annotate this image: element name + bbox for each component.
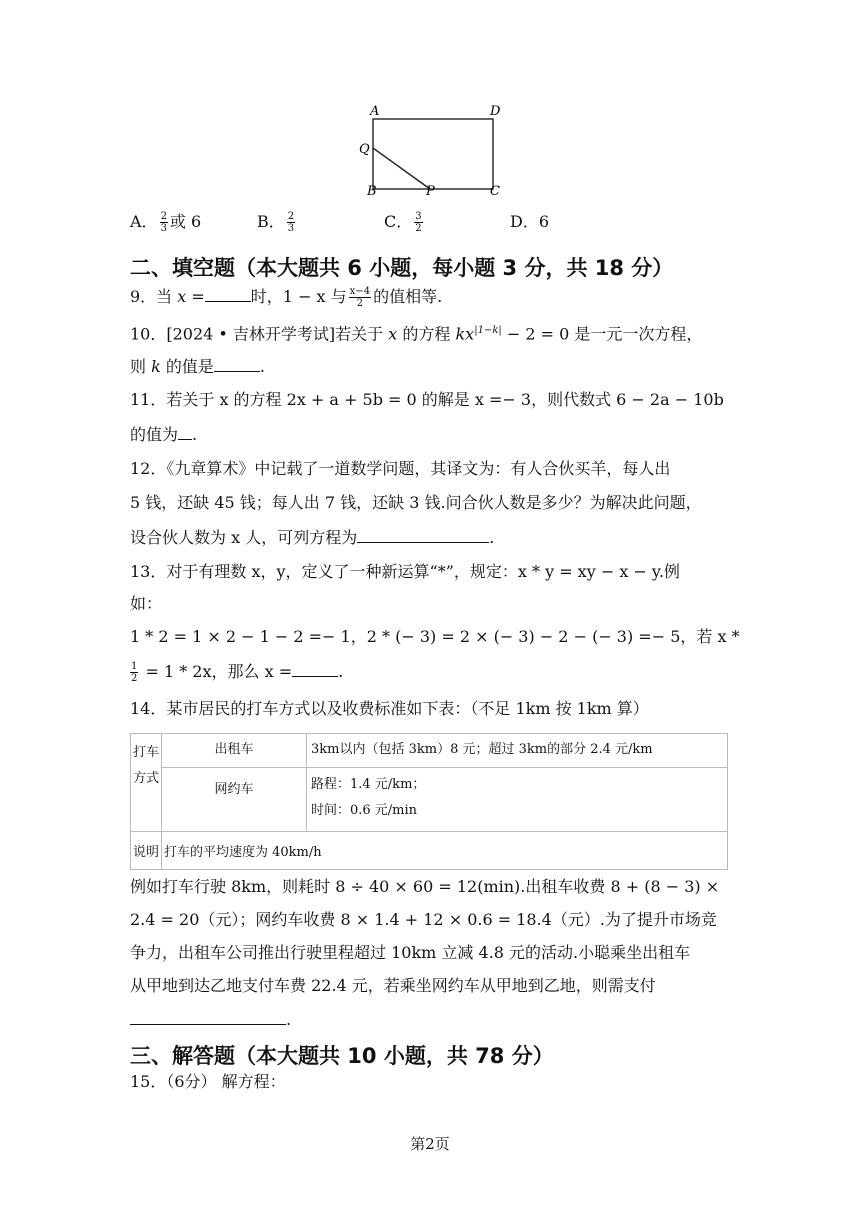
ride-cell: 网约车 [162, 768, 307, 832]
section-3-title: 三、解答题（本大题共 10 小题，共 78 分） [130, 1044, 554, 1068]
ride-fee-cell: 路程：1.4 元/km； 时间：0.6 元/min [307, 768, 728, 832]
section-2-title: 二、填空题（本大题共 6 小题，每小题 3 分，共 18 分） [130, 256, 674, 280]
option-b-label: B． [257, 212, 285, 231]
answer-blank-10 [214, 355, 260, 372]
table-row [131, 734, 728, 768]
option-b [257, 211, 297, 234]
question-14-line-5: . [130, 1008, 291, 1031]
rectangle-abcd [373, 119, 493, 189]
table-row [131, 832, 728, 870]
question-13-line-1: 13．对于有理数 x，y，定义了一种新运算“*”，规定：x * y = xy − x − y.例 [130, 562, 680, 581]
option-c-label: C． [384, 212, 413, 231]
question-14-intro: 14．某市居民的打车方式以及收费标准如下表：（不足 1km 按 1km 算） [130, 699, 649, 718]
option-a-label: A． [130, 212, 158, 231]
question-14-line-4: 从甲地到达乙地支付车费 22.4 元，若乘坐网约车从甲地到乙地，则需支付 [130, 976, 656, 995]
question-14-line-1: 例如打车行驶 8km，则耗时 8 ÷ 40 × 60 = 12(min).出租车收费 8 + (8 − 3) × [130, 877, 720, 896]
question-11-line-1: 11．若关于 x 的方程 2x + a + 5b = 0 的解是 x =− 3，则代数式 6 − 2a − 10b [130, 390, 724, 409]
option-d [510, 211, 549, 233]
question-13-line-3: 1 * 2 = 1 × 2 − 1 − 2 =− 1，2 * (− 3) = 2 × (− 3) − 2 − (− 3) =− 5，若 x * [130, 627, 740, 646]
label-d: D [490, 104, 501, 119]
option-a-fraction: $\frac{2}{3}$ [160, 211, 167, 234]
question-13-line-2: 如： [130, 594, 163, 613]
answer-blank-12 [357, 526, 489, 543]
answer-blank-14 [130, 1008, 286, 1025]
question-12-line-1: 12．《九章算术》中记载了一道数学问题，其译文为：有人合伙买羊，每人出 [130, 459, 671, 478]
option-d-value: 6 [538, 212, 550, 231]
label-p: P [426, 184, 435, 198]
segment-qp [373, 148, 430, 189]
option-d-label: D． [510, 212, 539, 231]
mode-label-cell: 打车 方式 [131, 734, 162, 832]
question-12-line-2: 5 钱，还缺 45 钱；每人出 7 钱，还缺 3 钱.问合伙人数是多少？为解决此问题， [130, 493, 702, 512]
question-9: 9．当 x = 时，1 − x 与 $\frac{x-4}{2}$ 的值相等. [130, 286, 443, 309]
table-row [131, 768, 728, 832]
question-10-line-2: 则 k 的值是 . [130, 357, 265, 376]
answer-blank-13 [292, 660, 338, 677]
label-q: Q [359, 142, 370, 157]
option-c [384, 211, 425, 234]
question-14-line-2: 2.4 = 20（元）；网约车收费 8 × 1.4 + 12 × 0.6 = 18.4（元）.为了提升市场竞 [130, 910, 717, 929]
label-c: C [490, 184, 500, 198]
note-cell: 打车的平均速度为 40km/h [162, 832, 728, 870]
taxi-fee-cell: 3km以内（包括 3km）8 元；超过 3km的部分 2.4 元/km [307, 734, 728, 768]
question-10-line-1: 10．[2024 • 吉林开学考试]若关于 x 的方程 $kx^{|1-k|} - 2 = 0$ 是一元一次方程， [130, 324, 703, 344]
label-b: B [367, 184, 377, 198]
option-a-tail: 或 6 [169, 212, 202, 231]
page-number: 第2页 [410, 1135, 450, 1153]
note-label-cell: 说明 [131, 832, 162, 870]
question-12-line-3: 设合伙人数为 x 人，可列方程为 . [130, 528, 495, 547]
answer-blank-11 [178, 423, 192, 440]
option-c-fraction: $\frac{3}{2}$ [415, 211, 422, 234]
option-a [130, 211, 201, 234]
option-b-fraction: $\frac{2}{3}$ [287, 211, 295, 234]
answer-blank-9 [205, 285, 251, 302]
question-14-line-3: 争力，出租车公司推出行驶里程超过 10km 立减 4.8 元的活动.小聪乘坐出租车 [130, 943, 691, 962]
question-13-line-4: $\frac{1}{2}$ = 1 * 2x，那么 x = . [131, 661, 344, 684]
label-a: A [370, 104, 380, 119]
fare-table [130, 733, 728, 870]
rectangle-figure [355, 102, 505, 198]
question-11-line-2: 的值为 . [130, 425, 198, 444]
taxi-cell: 出租车 [162, 734, 307, 768]
question-15: 15．（6分） 解方程： [130, 1072, 286, 1091]
